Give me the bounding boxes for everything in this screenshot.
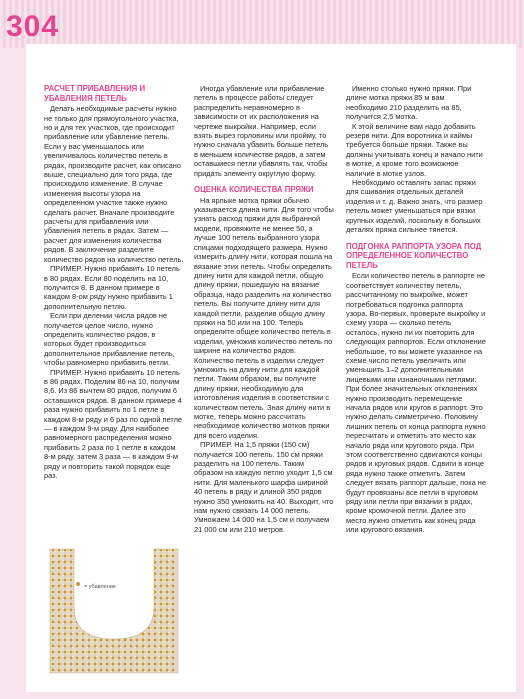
paragraph-example: ПРИМЕР. Нужно прибавить 10 петель в 80 рядах. Если 80 поделить на 10, получится 8. В данном примере в каждом 8-ом ряду нужно прибавить 1 дополнительную петлю. <box>44 264 180 311</box>
heading-increase-decrease: РАСЧЕТ ПРИБАВЛЕНИЯ И УБАВЛЕНИЯ ПЕТЕЛЬ <box>44 84 146 103</box>
column-3 <box>346 84 486 535</box>
paragraph-example: ПРИМЕР. На 1,5 пряжи (150 см) получается 100 петель. 150 см пряжи разделить на 100 петель. Таким образом на каждую петлю уходит 1,5 см нити. Для маленького шарфа шириной 40 петель в ряду и длиной 350 рядов нужно 350 умножить на 40. Выходит, что нам нужно связать 14 000 петель. Умножаем 14 000 на 1,5 см и получаем 21 000 см или 210 метров. <box>194 440 334 534</box>
column-2 <box>194 84 334 534</box>
header-stripe <box>0 0 524 48</box>
content-sheet <box>26 44 516 692</box>
decrease-diagram <box>44 547 184 677</box>
paragraph: На ярлыке мотка пряжи обычно указывается длина нити. Для того чтобы узнать расход пряжи для выбранной модели, провяжите не менее 50, а лучше 100 петель выбранного узора спицами подходящего размера. Нужно измерить длину нити, которая пошла на вязание этих петель. Чтобы определить длину нити для каждой петли, общую длину пряжи, пошедшую на вязание образца, надо разделить на количество петель. Вы получите длину нити для каждой петли, разделив общую длину пряжи на 50 или на 100. Теперь определите общее количество петель в изделии, умножив количество петель по ширине на количество рядов. Количество петель в изделии следует умножить на длину нити для каждой петли. Таким образом, вы получите длину пряжи, необходимую для изготовления изделия в соответствии с количеством петель. Зная длину нити в мотке, теперь можно рассчитать необходимое количество мотков пряжи для всего изделия. <box>194 195 334 440</box>
paragraph: Если при делении числа рядов не получается целое число, нужно определить количество рядов, в которых будет производиться дополнительное прибавление петель, чтобы равномерно прибавить петли. <box>44 311 175 368</box>
paragraph: Иногда убавление или прибавление петель в процессе работы следует распределить неравномерно в зависимости от их расположения на чертеже выкройки. Например, если взять вырез горловины или пройму, то нужно сначала убавить больше петель в меньшем количестве рядов, а затем оставшиеся петли убавлять так, чтобы придать элементу округлую форму. <box>194 84 329 178</box>
heading-yarn-estimate: ОЦЕНКА КОЛИЧЕСТВА ПРЯЖИ <box>194 185 314 195</box>
paragraph: Делать необходимые расчеты нужно не только для прямоугольного участка, но и для тех участков, где происходит прибавление или убавление петель. Если у вас уменьшалось или увеличивалось количество петель в рядах, производите расчет, как описано выше, специально для того ряда, где происходило изменение. В случае изменения высоты узора на определенном участке также нужно сделать расчет. Вначале производите расчеты для прибавления или убавления петель в рядах. Затем — расчет для изменения количества рядов. В заключение разделите количество рядов на количество петель. <box>44 104 184 264</box>
paragraph: Необходимо оставлять запас пряжи для сшивания отдельных деталей изделия и т. д. Важно знать, что размер петель может уменьшаться при вязки крупных изделий, поскольку в больших деталях пряжа сильнее тянется. <box>346 178 483 235</box>
column-1 <box>44 84 184 480</box>
legend-stitch-icon <box>76 582 80 586</box>
heading-pattern-repeat: ПОДГОНКА РАППОРТА УЗОРА ПОД ОПРЕДЕЛЕННОЕ КОЛИЧЕСТВО ПЕТЕЛЬ <box>346 241 482 270</box>
paragraph-example: ПРИМЕР. Нужно прибавить 10 петель в 86 рядах. Поделим 86 на 10, получим 8,6. Из 86 вычтем 80 рядов, получим 6 оставшихся рядов. В данном примере 4 раза нужно прибавить по 1 петле в каждом 8-м ряду и 6 раз по одной петле — в каждом 9-м ряду. Для наиболее равномерного распределения можно прибавить 2 раза по 1 петле в каждом 8-м ряду, затем 3 раза — в каждом 9-м ряду и повторить такой порядок еще раз. <box>44 367 183 481</box>
paragraph: Если количество петель в раппорте не соответствует количеству петель, рассчитанному по выкройке, может потребоваться подгонка раппорта узора. Во-первых, проверьте выкройку и схему узора — сколько петель осталось, нужно ли их повторить для следующих раппортов. Если отклонение небольшое, то вы можете указанное на схеме число петель увеличить или уменьшить 1–2 дополнительными лицевыми или изнаночными петлями. При более значительных отклонениях нужно производить перемещение начала рядов или кругов в раппорт. Это нужно делать симметрично. Половину лишних петель от конца раппорта нужно пересчитать и отметить это место как начало ряда или кругового ряда. При этом соответственно сдвигаются концы рядов и круговых рядов. Сдвиги в конце ряда нужно также отметить. Затем следует вязать раппорт дальше, пока не будут провязаны все петли в круговом ряду или петли при вязании в рядах, кроме кромочной петли. Далее это место нужно отметить как конец ряда или кругового вязания. <box>346 271 486 535</box>
paragraph: Именно столько нужно пряжи. При длине мотка пряжи 85 м вам необходимо 210 разделить на 85, получится 2,5 мотка. <box>346 84 472 122</box>
figure-legend: = убавление <box>84 584 116 590</box>
page-number: 304 <box>6 10 60 43</box>
paragraph: К этой величине вам надо добавить резерв нити. Для воротника и каймы требуется больше пряжи. Также вы должны учитывать конец и начало нити в мотке, а кроме того возможное наличие в мотке узлов. <box>346 121 483 178</box>
